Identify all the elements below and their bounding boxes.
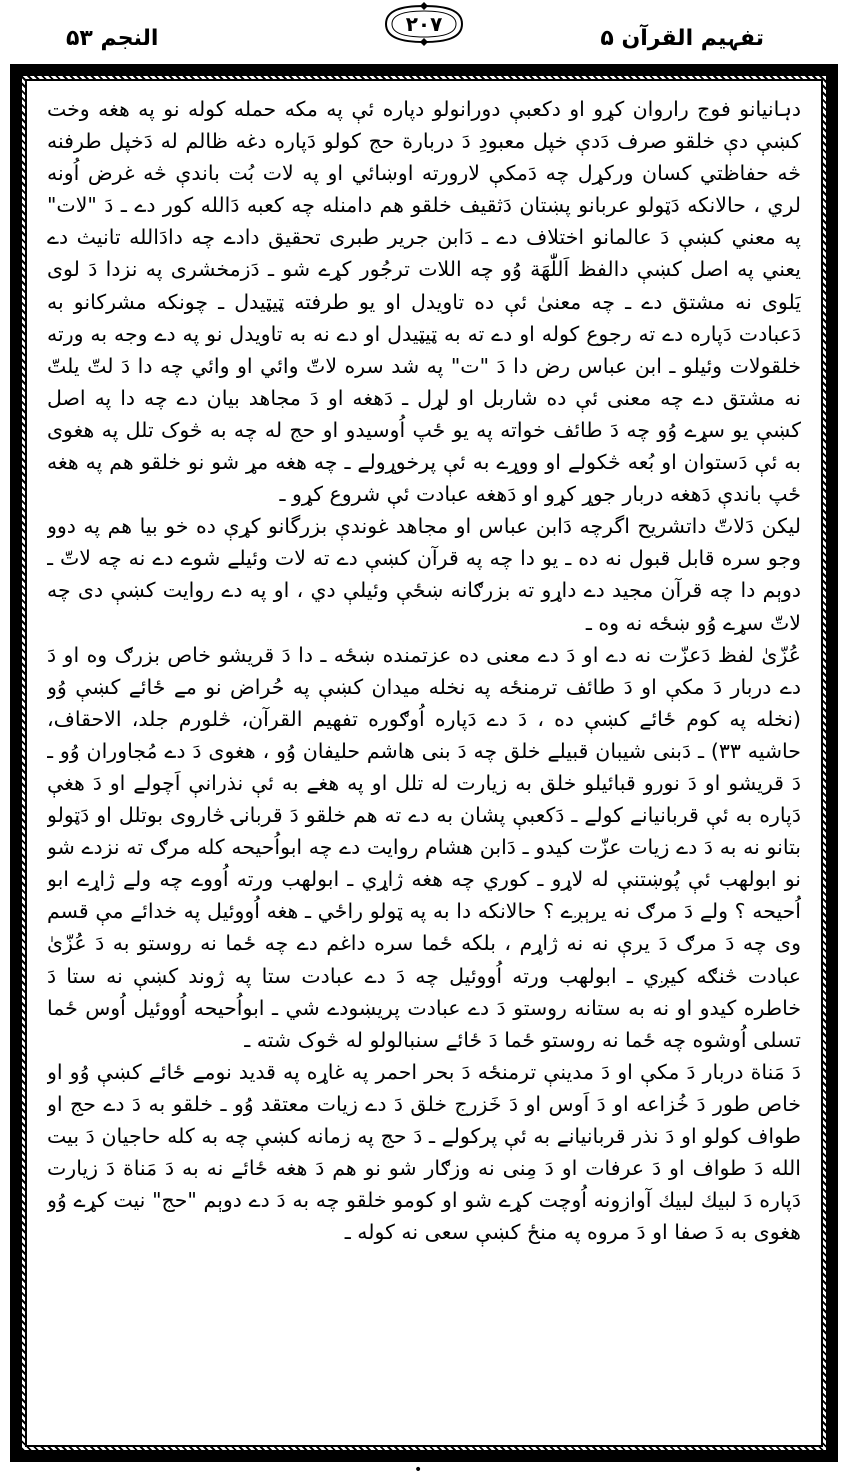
page-body [25,79,823,1447]
surah-title: النجم ۵۳ [66,26,159,51]
page-number-badge [380,2,468,46]
paragraph: ليکن دَلاتّ داتشريح اگرچه دَابن عباس او مجاهد غوندې بزرگانو کړې ده خو بيا هم په دوو وجو سره قابل قبول نه ده ـ يو دا چه په قرآن کښې دے ته لات وئيلے شوے دے نه چه لاتّ ـ دوېم دا چه قرآن مجيد دے داړو ته بزرګانه ښځې وئيلې دي ، او په دے روايت کښې دى چه لاتّ سړے وُو ښځه نه وه ـ [47,514,801,635]
page-header [0,0,848,64]
paragraph: دَ مَناة دربار دَ مکې او دَ مدينې ترمنځه دَ بحر احمر په غاړه په قديد نومے ځائے کښې وُو او خاص طور دَ خُزاعه او دَ اَوس او دَ خَزرج خلق دَ دے زيات معتقد وُو ـ خلقو به دَ دے حج او طواف کولو او دَ نذر قربانيانے به ئې پرکولے ـ دَ حج په زمانه کښې چه به کله حاجيان دَ بيت الله دَ طواف او دَ عرفات او دَ مِنى نه وزګار شو نو هم دَ هغه ځائے نه به دَ مَناة دَ زيارت دَپاره دَ لبيك لبيك آوازونه اُوچت کړے شو او کومو خلقو چه به دَ دے دوېم "حج" نيت کړے وُو هغوى به دَ صفا او دَ مروه په منځ کښې سعى نه کوله ـ [47,1059,801,1245]
paragraph: دہانیانو فوج راروان کړو او دکعبې دورانولو دپاره ئې په مکه حمله کوله نو په هغه وخت کښې دې خلقو صرف دَدې خپل معبودِ دَ دربارة حج کولو دَپاره دغه ظالم له دَخپل طرفنه څه حفاظتي کسان ورکړل چه دَمکې لارورته اوښائي او په لات بُت باندې څه غرض اُونه لري ، حالانکه دَټولو عربانو پښتان دَثقيف خلقو هم دامنله چه کعبه دَالله کور دے ـ دَ "لات" په معني کښې دَ عالمانو اختلاف دے ـ دَابن جرير طبرى تحقيق دادے چه دادَالله تانيث دے يعني په اصل کښې دالفظ اَللّٰهَة وُو چه اللات ترجُور کړے شو ـ دَزمخشرى په نزدا دَ لوى يَلوى نه مشتق دے ـ چه معنىٰ ئې ده تاويدل او يو طرفته ټيټيدل ـ چونکه مشرکانو به دَعبادت دَپاره دے ته رجوع کوله او دے ته به ټيټيدل او دے نه به تاويدل نو په دے وجه به ورته خلقولات وئيلو ـ ابن عباس رض دا دَ "ت" په شد سره لاتّ وائي او وائي چه دا دَ لتّ يلتّ نه مشتق دے چه معنى ئې ده شاربل او لړل ـ دَهغه او دَ مجاهد بيان دے چه دا په اصل کښې يو سړے وُو چه دَ طائف خواته په يو ځپ اُوسيدو او حج له چه به څوک تلل په هغوى به ئې دَستوان او بُعه څکولے او ووړے به ئې پرخوړولے ـ چه هغه مړ شو نو خلقو هم په هغه ځپ باندې دَهغه دربار جوړ کړو او دَهغه عبادت ئې شروع کړو ـ [47,97,801,507]
page-number: ۲۰۷ [405,12,443,36]
decorative-border [10,64,838,1462]
main-text [47,93,801,1431]
paragraph: عُزّىٰ لفظ دَعزّت نه دے او دَ دے معنى ده عزتمنده ښځه ـ دا دَ قريشو خاص بزرګ وه او دَ دے دربار دَ مکې او دَ طائف ترمنځه په نخله ميدان کښې په حُراض نو مے ځائے کښې وُو (نخله په کوم ځائے کښې ده ، دَ دے دَپاره اُوګوره تفهيم القرآن، څلورم جلد، الاحقاف، حاشيه ۳۳) ـ دَبنى شيبان قبيلے خلق چه دَ بنى هاشم حليفان وُو ، هغوى دَ دے مُجاوران وُو ـ دَ قريشو او دَ نورو قبائيلو خلق به زيارت له تلل او په هغے به ئې نذرانې اَچولے او دَ هغې دَپاره به ئې قربانيانے کولے ـ دَکعبې پشان به دے ته هم خلقو دَ قربانۍ څاروى بوتلل او دَټولو بتانو نه به دَ دے زيات عزّت کيدو ـ دَابن هشام روايت دے چه ابواُحيحه کله مرګ ته نزدے شو نو ابولهب ئې پُوښتنې له لاړو ـ کوري چه هغه ژاړي ـ ابولهب ورته اُووے چه ولے ژاړے ابو اُحيحه ؟ ولے دَ مرګ نه يرېږے ؟ حالانکه دا به په ټولو راځي ـ هغه اُووئيل په خدائے مې قسم وى چه دَ مرګ دَ يرې نه نه ژاړم ، بلکه ځما سره داغم دے چه ځما نه روستو به دَ عُزّىٰ عبادت څنګه کيږي ـ ابولهب ورته اُووئيل چه دَ دے عبادت ستا په ژوند کښې نه ستا دَ خاطره کيدو او نه به ستانه روستو دَ دے عبادت پريښودے شي ـ ابواُحيحه اُووئيل اُوس ځما تسلى اُوشوه چه ځما نه روستو ځما دَ ځائے سنبالولو له څوک شته ـ [47,642,801,1052]
footer-dot-icon: • [414,1462,423,1478]
book-title: تفہیم القرآن ۵ [600,26,764,51]
